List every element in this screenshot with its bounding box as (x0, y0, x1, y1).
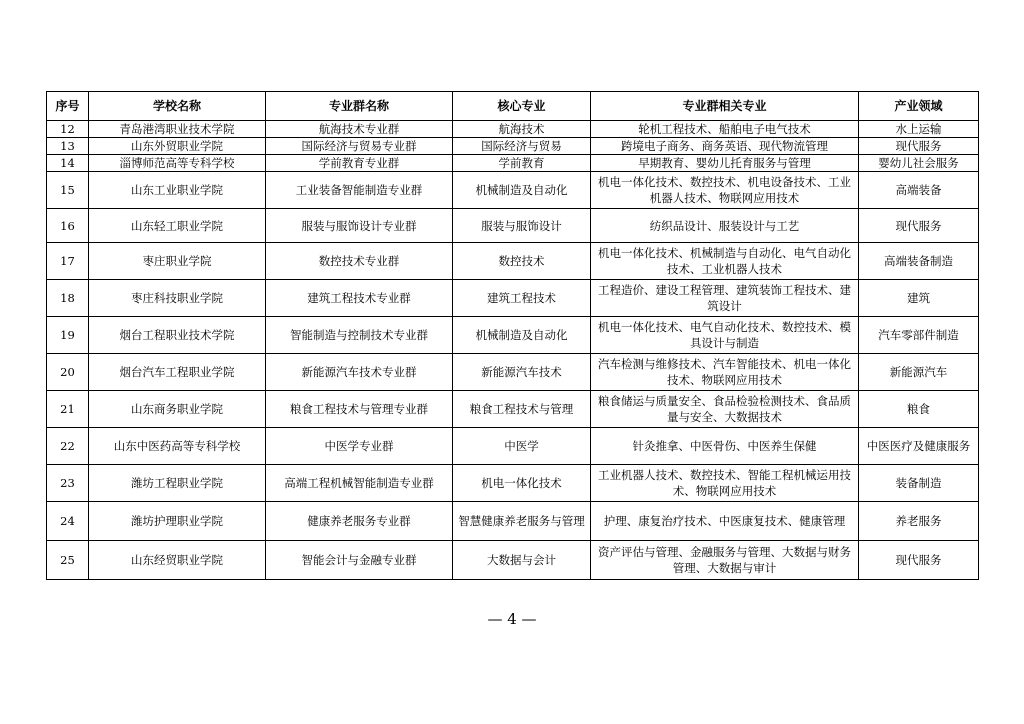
cell-index: 19 (47, 317, 89, 354)
header-school: 学校名称 (89, 92, 266, 121)
cell-index: 17 (47, 243, 89, 280)
cell-related-majors: 工业机器人技术、数控技术、智能工程机械运用技术、物联网应用技术 (591, 465, 859, 502)
cell-core-major: 大数据与会计 (453, 541, 591, 580)
table-row (47, 465, 979, 502)
cell-industry: 水上运输 (859, 121, 979, 138)
cell-industry: 现代服务 (859, 209, 979, 243)
cell-school: 山东轻工职业学院 (89, 209, 266, 243)
cell-related-majors: 跨境电子商务、商务英语、现代物流管理 (591, 138, 859, 155)
cell-related-majors: 针灸推拿、中医骨伤、中医养生保健 (591, 428, 859, 465)
cell-group: 国际经济与贸易专业群 (266, 138, 453, 155)
table-row (47, 502, 979, 541)
cell-industry: 现代服务 (859, 541, 979, 580)
cell-core-major: 新能源汽车技术 (453, 354, 591, 391)
cell-group: 学前教育专业群 (266, 155, 453, 172)
table-row (47, 243, 979, 280)
cell-school: 淄博师范高等专科学校 (89, 155, 266, 172)
cell-core-major: 粮食工程技术与管理 (453, 391, 591, 428)
cell-industry: 汽车零部件制造 (859, 317, 979, 354)
cell-index: 18 (47, 280, 89, 317)
cell-school: 烟台工程职业技术学院 (89, 317, 266, 354)
cell-related-majors: 纺织品设计、服装设计与工艺 (591, 209, 859, 243)
cell-core-major: 中医学 (453, 428, 591, 465)
cell-industry: 高端装备制造 (859, 243, 979, 280)
table-row (47, 541, 979, 580)
header-related-majors: 专业群相关专业 (591, 92, 859, 121)
table-row (47, 172, 979, 209)
cell-related-majors: 工程造价、建设工程管理、建筑装饰工程技术、建筑设计 (591, 280, 859, 317)
cell-industry: 养老服务 (859, 502, 979, 541)
table-row (47, 354, 979, 391)
cell-index: 16 (47, 209, 89, 243)
header-industry: 产业领域 (859, 92, 979, 121)
cell-index: 12 (47, 121, 89, 138)
cell-index: 25 (47, 541, 89, 580)
cell-related-majors: 护理、康复治疗技术、中医康复技术、健康管理 (591, 502, 859, 541)
cell-core-major: 机电一体化技术 (453, 465, 591, 502)
institution-table (46, 91, 979, 580)
cell-industry: 装备制造 (859, 465, 979, 502)
cell-index: 20 (47, 354, 89, 391)
cell-school: 烟台汽车工程职业学院 (89, 354, 266, 391)
cell-core-major: 智慧健康养老服务与管理 (453, 502, 591, 541)
cell-related-majors: 机电一体化技术、电气自动化技术、数控技术、模具设计与制造 (591, 317, 859, 354)
cell-group: 粮食工程技术与管理专业群 (266, 391, 453, 428)
cell-related-majors: 汽车检测与维修技术、汽车智能技术、机电一体化技术、物联网应用技术 (591, 354, 859, 391)
cell-related-majors: 早期教育、婴幼儿托育服务与管理 (591, 155, 859, 172)
cell-core-major: 航海技术 (453, 121, 591, 138)
cell-core-major: 国际经济与贸易 (453, 138, 591, 155)
cell-core-major: 建筑工程技术 (453, 280, 591, 317)
cell-school: 山东商务职业学院 (89, 391, 266, 428)
cell-core-major: 机械制造及自动化 (453, 172, 591, 209)
cell-industry: 现代服务 (859, 138, 979, 155)
cell-related-majors: 机电一体化技术、机械制造与自动化、电气自动化技术、工业机器人技术 (591, 243, 859, 280)
cell-index: 13 (47, 138, 89, 155)
cell-group: 健康养老服务专业群 (266, 502, 453, 541)
table-row (47, 138, 979, 155)
cell-school: 青岛港湾职业技术学院 (89, 121, 266, 138)
table-row (47, 209, 979, 243)
cell-index: 22 (47, 428, 89, 465)
cell-related-majors: 资产评估与管理、金融服务与管理、大数据与财务管理、大数据与审计 (591, 541, 859, 580)
table-row (47, 121, 979, 138)
cell-school: 枣庄科技职业学院 (89, 280, 266, 317)
table-row (47, 155, 979, 172)
header-index: 序号 (47, 92, 89, 121)
cell-group: 服装与服饰设计专业群 (266, 209, 453, 243)
cell-group: 中医学专业群 (266, 428, 453, 465)
table-row (47, 428, 979, 465)
cell-group: 建筑工程技术专业群 (266, 280, 453, 317)
header-group: 专业群名称 (266, 92, 453, 121)
page-number: — 4 — (487, 610, 537, 628)
header-core-major: 核心专业 (453, 92, 591, 121)
cell-index: 21 (47, 391, 89, 428)
cell-school: 山东工业职业学院 (89, 172, 266, 209)
cell-industry: 中医医疗及健康服务 (859, 428, 979, 465)
cell-industry: 婴幼儿社会服务 (859, 155, 979, 172)
cell-core-major: 学前教育 (453, 155, 591, 172)
cell-related-majors: 轮机工程技术、船舶电子电气技术 (591, 121, 859, 138)
cell-index: 24 (47, 502, 89, 541)
cell-group: 智能会计与金融专业群 (266, 541, 453, 580)
cell-school: 潍坊护理职业学院 (89, 502, 266, 541)
cell-core-major: 数控技术 (453, 243, 591, 280)
cell-industry: 建筑 (859, 280, 979, 317)
cell-group: 工业装备智能制造专业群 (266, 172, 453, 209)
cell-school: 山东经贸职业学院 (89, 541, 266, 580)
cell-index: 14 (47, 155, 89, 172)
cell-group: 航海技术专业群 (266, 121, 453, 138)
table-row (47, 280, 979, 317)
cell-industry: 高端装备 (859, 172, 979, 209)
cell-group: 高端工程机械智能制造专业群 (266, 465, 453, 502)
cell-school: 山东外贸职业学院 (89, 138, 266, 155)
cell-school: 山东中医药高等专科学校 (89, 428, 266, 465)
table-row (47, 317, 979, 354)
table-row (47, 391, 979, 428)
cell-core-major: 机械制造及自动化 (453, 317, 591, 354)
cell-industry: 粮食 (859, 391, 979, 428)
cell-school: 潍坊工程职业学院 (89, 465, 266, 502)
cell-school: 枣庄职业学院 (89, 243, 266, 280)
cell-group: 数控技术专业群 (266, 243, 453, 280)
cell-related-majors: 机电一体化技术、数控技术、机电设备技术、工业机器人技术、物联网应用技术 (591, 172, 859, 209)
cell-industry: 新能源汽车 (859, 354, 979, 391)
table-header-row (47, 92, 979, 121)
cell-related-majors: 粮食储运与质量安全、食品检验检测技术、食品质量与安全、大数据技术 (591, 391, 859, 428)
cell-group: 新能源汽车技术专业群 (266, 354, 453, 391)
cell-group: 智能制造与控制技术专业群 (266, 317, 453, 354)
cell-index: 15 (47, 172, 89, 209)
cell-index: 23 (47, 465, 89, 502)
cell-core-major: 服装与服饰设计 (453, 209, 591, 243)
